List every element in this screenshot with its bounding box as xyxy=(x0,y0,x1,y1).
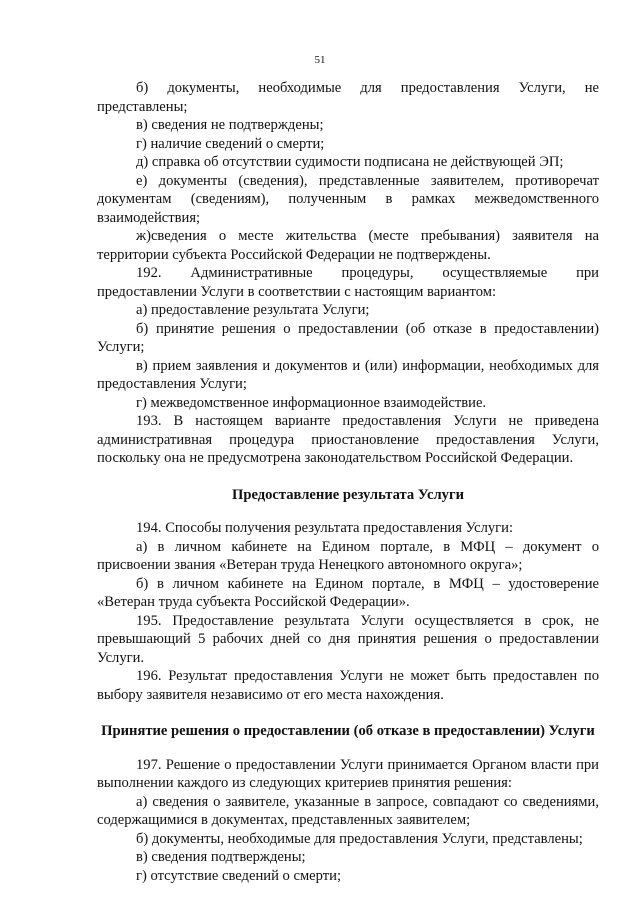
paragraph: г) наличие сведений о смерти; xyxy=(136,135,325,152)
paragraph: а) предоставление результата Услуги; xyxy=(136,302,370,318)
paragraph: б) документы, необходимые для предоставления Услуги, не представлены; xyxy=(97,80,599,115)
paragraph: е) документы (сведения), представленные заявителем, противоречат документам (сведениям), полученным в рамках межведомственного взаимодействия; xyxy=(97,172,599,226)
paragraph: 195. Предоставление результата Услуги осуществляется в срок, не превышающий 5 рабочих дней со дня принятия решения о предоставлении Услуги. xyxy=(97,612,599,666)
section-heading-decision: Принятие решения о предоставлении (об отказе в предоставлении) Услуги xyxy=(101,723,595,739)
paragraph: д) справка об отсутствии судимости подписана не действующей ЭП; xyxy=(136,154,564,170)
paragraph: б) принятие решения о предоставлении (об отказе в предоставлении) Услуги; xyxy=(97,320,599,355)
paragraph: г) межведомственное информационное взаимодействие. xyxy=(136,394,487,411)
paragraph: ж)сведения о месте жительства (месте пребывания) заявителя на территории субъекта Российской Федерации не подтверждены. xyxy=(97,228,599,263)
paragraph: а) сведения о заявителе, указанные в запросе, совпадают со сведениями, содержащимися в документах, представленных заявителем; xyxy=(97,793,599,828)
page-number: 51 xyxy=(314,54,326,66)
paragraph: в) прием заявления и документов и (или) информации, необходимых для предоставления Услуги; xyxy=(97,357,599,392)
paragraph: 197. Решение о предоставлении Услуги принимается Органом власти при выполнении каждого из следующих критериев принятия решения: xyxy=(97,756,599,791)
paragraph: б) в личном кабинете на Едином портале, в МФЦ – удостоверение «Ветеран труда субъекта Российской Федерации». xyxy=(97,575,599,610)
paragraph: б) документы, необходимые для предоставления Услуги, представлены; xyxy=(136,830,583,847)
section-heading-result: Предоставление результата Услуги xyxy=(232,486,464,503)
paragraph: в) сведения не подтверждены; xyxy=(136,117,324,133)
paragraph: 193. В настоящем варианте предоставления Услуги не приведена административная процедура приостановление предоставления Услуги, поскольку она не предусмотрена законодательством Российской Федерации. xyxy=(97,413,599,466)
paragraph: 194. Способы получения результата предоставления Услуги: xyxy=(136,520,514,536)
paragraph: в) сведения подтверждены; xyxy=(136,849,306,865)
document-body xyxy=(97,79,599,885)
paragraph: 192. Административные процедуры, осуществляемые при предоставлении Услуги в соответствии с настоящим вариантом: xyxy=(97,265,599,300)
paragraph: г) отсутствие сведений о смерти; xyxy=(136,867,342,884)
paragraph: а) в личном кабинете на Едином портале, в МФЦ – документ о присвоении звания «Ветеран труда Ненецкого автономного округа»; xyxy=(97,538,599,573)
paragraph: 196. Результат предоставления Услуги не может быть предоставлен по выбору заявителя независимо от его места нахождения. xyxy=(97,668,599,703)
